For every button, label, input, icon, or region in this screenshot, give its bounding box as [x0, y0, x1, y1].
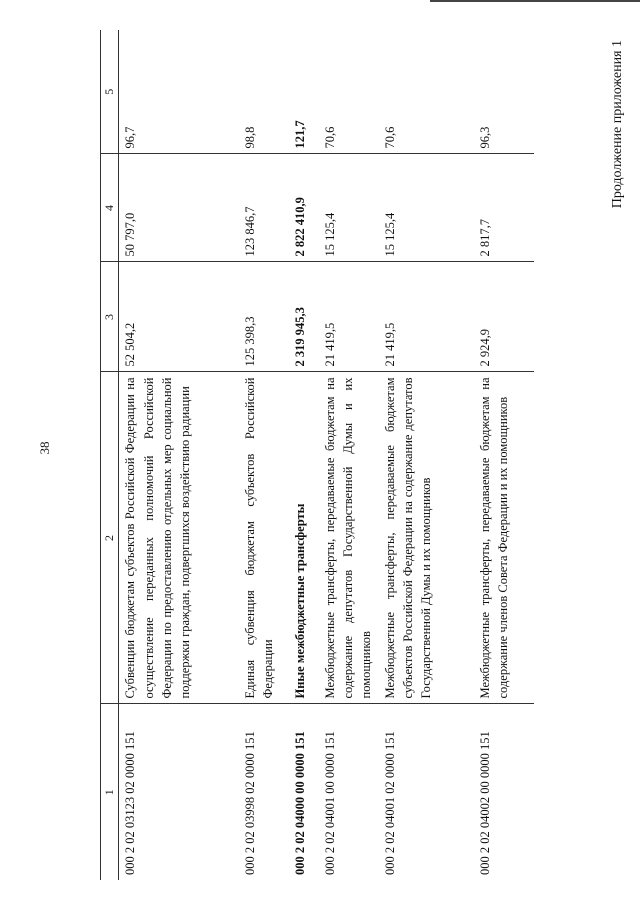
row-code: 000 2 02 04001 02 0000 151 — [382, 731, 397, 875]
row-col3: 2 924,9 — [474, 262, 534, 372]
row-col3: 21 419,5 — [319, 262, 379, 372]
row-name: Иные межбюджетные трансферты — [289, 372, 319, 704]
table-row — [239, 30, 289, 880]
table-header-row — [101, 30, 119, 880]
row-code: 000 2 02 04000 00 0000 151 — [292, 731, 307, 875]
row-col5: 96,7 — [119, 30, 239, 154]
row-col4: 2 817,7 — [474, 154, 534, 262]
row-col4: 2 822 410,9 — [289, 154, 319, 262]
continuation-label: Продолжение приложения 1 — [610, 40, 625, 209]
scan-edge-line — [430, 0, 640, 2]
row-col3: 52 504,2 — [119, 262, 239, 372]
row-col3: 21 419,5 — [379, 262, 474, 372]
budget-table — [100, 30, 534, 880]
table-row — [119, 30, 239, 880]
row-col3: 125 398,3 — [239, 262, 289, 372]
page-number: 38 — [37, 441, 52, 455]
row-col5: 98,8 — [239, 30, 289, 154]
row-code: 000 2 02 03123 02 0000 151 — [123, 731, 138, 875]
header-col-3: 3 — [101, 262, 119, 372]
rotated-page — [80, 30, 625, 880]
row-col3: 2 319 945,3 — [289, 262, 319, 372]
table-row — [379, 30, 474, 880]
table-row — [319, 30, 379, 880]
row-code: 000 2 02 04002 00 0000 151 — [477, 731, 492, 875]
header-col-4: 4 — [101, 154, 119, 262]
table-row — [474, 30, 534, 880]
row-name: Субвенции бюджетам субъектов Российской Федерации на осуществление переданных полномочий Российской Федерации по предоставлению отдельных мер социальной поддержки граждан, подвергшихся воздействию радиации — [119, 372, 239, 704]
row-col5: 70,6 — [379, 30, 474, 154]
row-col4: 50 797,0 — [119, 154, 239, 262]
row-name: Межбюджетные трансферты, передаваемые бюджетам на содержание членов Совета Федерации и их помощников — [474, 372, 534, 704]
table-row — [289, 30, 319, 880]
row-code: 000 2 02 03998 02 0000 151 — [242, 731, 257, 875]
row-col4: 123 846,7 — [239, 154, 289, 262]
row-col5: 121,7 — [289, 30, 319, 154]
row-col4: 15 125,4 — [319, 154, 379, 262]
row-name: Межбюджетные трансферты, передаваемые бюджетам субъектов Российской Федерации на содержание депутатов Государственной Думы и их помощников — [379, 372, 474, 704]
row-name: Единая субвенция бюджетам субъектов Российской Федерации — [239, 372, 289, 704]
row-name: Межбюджетные трансферты, передаваемые бюджетам на содержание депутатов Государственной Думы и их помощников — [319, 372, 379, 704]
row-col4: 15 125,4 — [379, 154, 474, 262]
header-col-2: 2 — [101, 372, 119, 704]
row-code: 000 2 02 04001 00 0000 151 — [322, 731, 337, 875]
row-col5: 96,3 — [474, 30, 534, 154]
header-col-5: 5 — [101, 30, 119, 154]
row-col5: 70,6 — [319, 30, 379, 154]
header-col-1: 1 — [101, 704, 119, 880]
